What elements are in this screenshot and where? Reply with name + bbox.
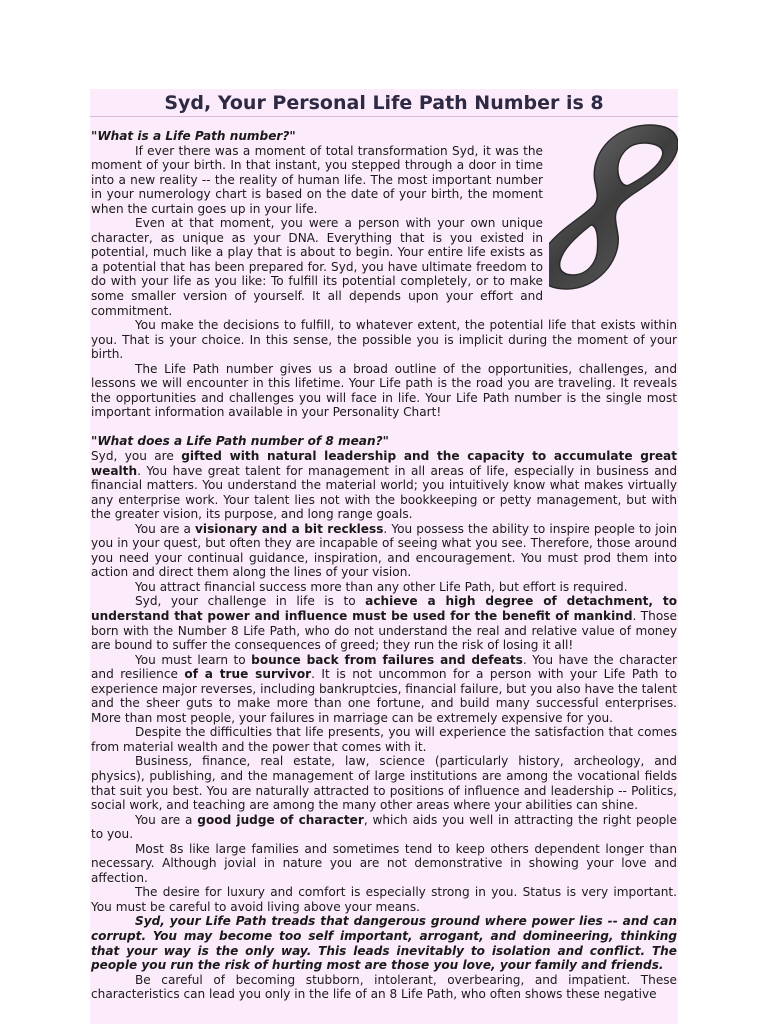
paragraph: The Life Path number gives us a broad outline of the opportunities, challenges, and lessons we will encounter in this lifetime. Your Life path is the road you are traveling. It reveals the opportunities and challenges you will face in life. Your Life Path number is the single most important information available in your Personality Chart! xyxy=(91,361,677,420)
number-eight-icon xyxy=(549,115,678,295)
page-title: Syd, Your Personal Life Path Number is 8 xyxy=(90,89,678,117)
paragraph: Syd, you are gifted with natural leadership and the capacity to accumulate great wealth. You have great talent for management in all areas of life, especially in business and financial matters. You understand the material world; you intuitively know what makes virtually any enterprise work. Your talent lies not with the bookkeeping or petty management, but with the greater vision, its purpose, and long range goals. xyxy=(91,448,678,522)
spacer xyxy=(91,420,677,435)
section-heading-what-does: "What does a Life Path number of 8 mean?" xyxy=(91,434,389,449)
paragraph: If ever there was a moment of total transformation Syd, it was the moment of your birth. In that instant, you stepped through a door in time into a new reality -- the reality of human life. The most important number in your numerology chart is based on the date of your birth, the moment when the curtain goes up in your life. xyxy=(91,143,543,216)
paragraph: Despite the difficulties that life presents, you will experience the satisfaction that comes from material wealth and the power that comes with it. xyxy=(91,725,677,754)
paragraph: Most 8s like large families and sometimes tend to keep others dependent longer than necessary. Although jovial in nature you are not demonstrative in showing your love and affection. xyxy=(91,841,677,885)
paragraph: Be careful of becoming stubborn, intolerant, overbearing, and impatient. These characteristics can lead you only in the life of an 8 Life Path, who often shows these negative xyxy=(91,972,677,1002)
document-page xyxy=(90,89,678,1024)
section-heading-what-is: "What is a Life Path number?" xyxy=(91,129,296,143)
paragraph: You must learn to bounce back from failures and defeats. You have the character and resilience of a true survivor. It is not uncommon for a person with your Life Path to experience major reverses, including bankruptcies, financial failure, but you also have the talent and the sheer guts to make more than one fortune, and build many successful enterprises. More than most people, your failures in marriage can be extremely expensive for you. xyxy=(91,652,678,725)
paragraph: You make the decisions to fulfill, to whatever extent, the potential life that exists within you. That is your choice. In this sense, the possible you is implicit during the moment of your birth. xyxy=(91,318,677,362)
paragraph: Syd, your Life Path treads that dangerous ground where power lies -- and can corrupt. You may become too self important, arrogant, and domineering, thinking that your way is the only way. This leads inevitably to isolation and conflict. The people you run the risk of hurting most are those you love, your family and friends. xyxy=(91,914,677,973)
paragraph: Syd, your challenge in life is to achieve a high degree of detachment, to understand that power and influence must be used for the benefit of mankind. Those born with the Number 8 Life Path, who do not understand the real and relative value of money are bound to suffer the consequences of greed; they run the risk of losing it all! xyxy=(91,594,678,653)
paragraph: You are a good judge of character, which aids you well in attracting the right people to you. xyxy=(91,812,677,842)
paragraph: You attract financial success more than any other Life Path, but effort is required. xyxy=(135,579,628,594)
paragraph: Even at that moment, you were a person with your own unique character, as unique as your DNA. Everything that is you existed in potential, much like a play that is about to begin. Your entire life exists as a potential that has been prepared for. Syd, you have ultimate freedom to do with your life as you like: To fulfill its potential completely, or to make some smaller version of yourself. It all depends upon your effort and commitment. xyxy=(91,216,543,318)
document-body xyxy=(90,117,678,1002)
paragraph: You are a visionary and a bit reckless. You possess the ability to inspire people to join you in your quest, but often they are incapable of seeing what you see. Therefore, those around you need your continual guidance, inspiration, and encouragement. You must prod them into action and direct them along the lines of your vision. xyxy=(91,521,677,580)
number-eight-graphic xyxy=(549,115,678,295)
paragraph: The desire for luxury and comfort is especially strong in you. Status is very important. You must be careful to avoid living above your means. xyxy=(91,885,677,914)
paragraph: Business, finance, real estate, law, science (particularly history, archeology, and physics), publishing, and the management of large institutions are among the vocational fields that suit you best. You are naturally attracted to positions of influence and leadership -- Politics, social work, and teaching are among the many other areas where your abilities can shine. xyxy=(91,754,677,813)
